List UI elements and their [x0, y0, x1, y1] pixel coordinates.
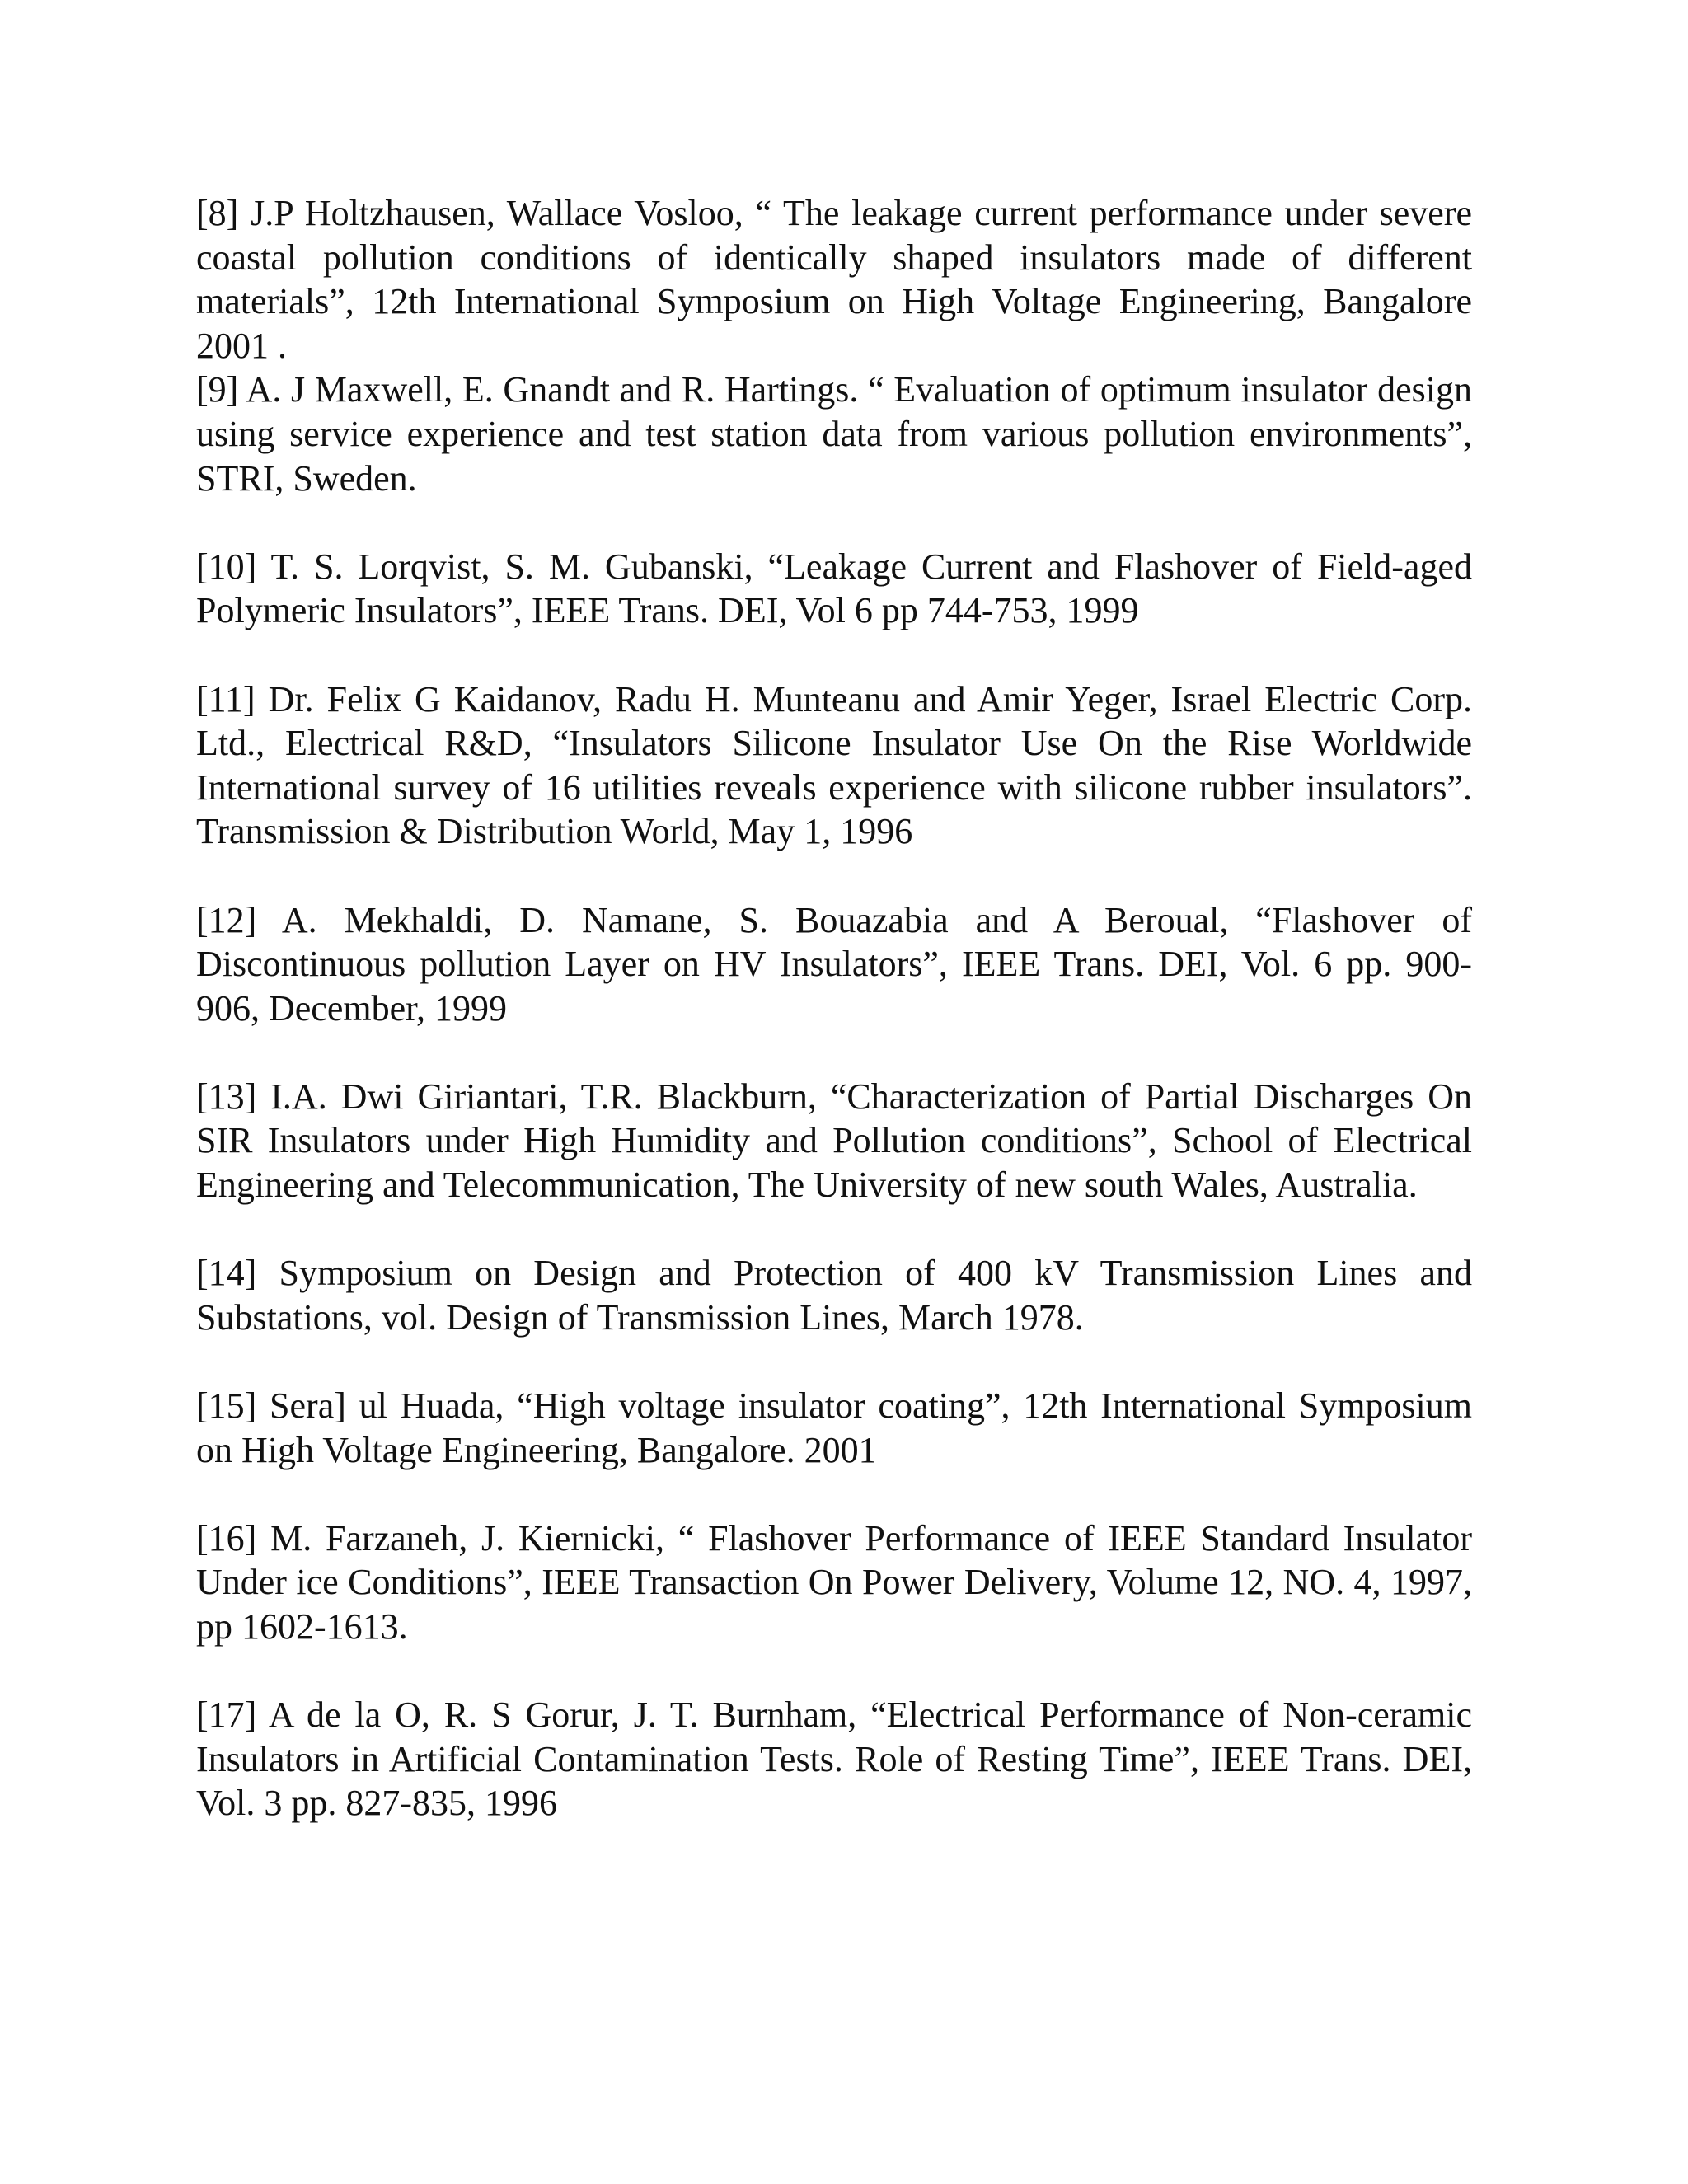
reference-item-10: [10] T. S. Lorqvist, S. M. Gubanski, “Leakage Current and Flashover of Field-aged Polymeric Insulators”, IEEE Trans. DEI, Vol 6 pp 744-753, 1999	[196, 546, 1472, 631]
reference-item-12: [12] A. Mekhaldi, D. Namane, S. Bouazabia and A Beroual, “Flashover of Discontinuous pollution Layer on HV Insulators”, IEEE Trans. DEI, Vol. 6 pp. 900-906, December, 1999	[196, 899, 1472, 1029]
reference-item-13: [13] I.A. Dwi Giriantari, T.R. Blackburn, “Characterization of Partial Discharges On SIR Insulators under High Humidity and Pollution conditions”, School of Electrical Engineering and Telecommunication, The University of new south Wales, Australia.	[196, 1076, 1472, 1206]
reference-item-8: [8] J.P Holtzhausen, Wallace Vosloo, “ The leakage current performance under severe coastal pollution conditions of identically shaped insulators made of different materials”, 12th International Symposium on High Voltage Engineering, Bangalore 2001 .	[196, 193, 1472, 366]
reference-item-14: [14] Symposium on Design and Protection of 400 kV Transmission Lines and Substations, vol. Design of Transmission Lines, March 1978.	[196, 1253, 1472, 1338]
reference-item-16: [16] M. Farzaneh, J. Kiernicki, “ Flashover Performance of IEEE Standard Insulator Under ice Conditions”, IEEE Transaction On Power Delivery, Volume 12, NO. 4, 1997, pp 1602-1613.	[196, 1517, 1472, 1647]
reference-item-17: [17] A de la O, R. S Gorur, J. T. Burnham, “Electrical Performance of Non-ceramic Insulators in Artificial Contamination Tests. Role of Resting Time”, IEEE Trans. DEI, Vol. 3 pp. 827-835, 1996	[196, 1694, 1472, 1824]
reference-item-11: [11] Dr. Felix G Kaidanov, Radu H. Munteanu and Amir Yeger, Israel Electric Corp. Ltd., Electrical R&D, “Insulators Silicone Insulator Use On the Rise Worldwide International survey of 16 utilities reveals experience with silicone rubber insulators”. Transmission & Distribution World, May 1, 1996	[196, 678, 1472, 852]
reference-item-9: [9] A. J Maxwell, E. Gnandt and R. Hartings. “ Evaluation of optimum insulator design using service experience and test station data from various pollution environments”, STRI, Sweden.	[196, 369, 1472, 499]
reference-list	[196, 191, 1472, 1825]
reference-item-15: [15] Sera] ul Huada, “High voltage insulator coating”, 12th International Symposium on High Voltage Engineering, Bangalore. 2001	[196, 1385, 1472, 1470]
